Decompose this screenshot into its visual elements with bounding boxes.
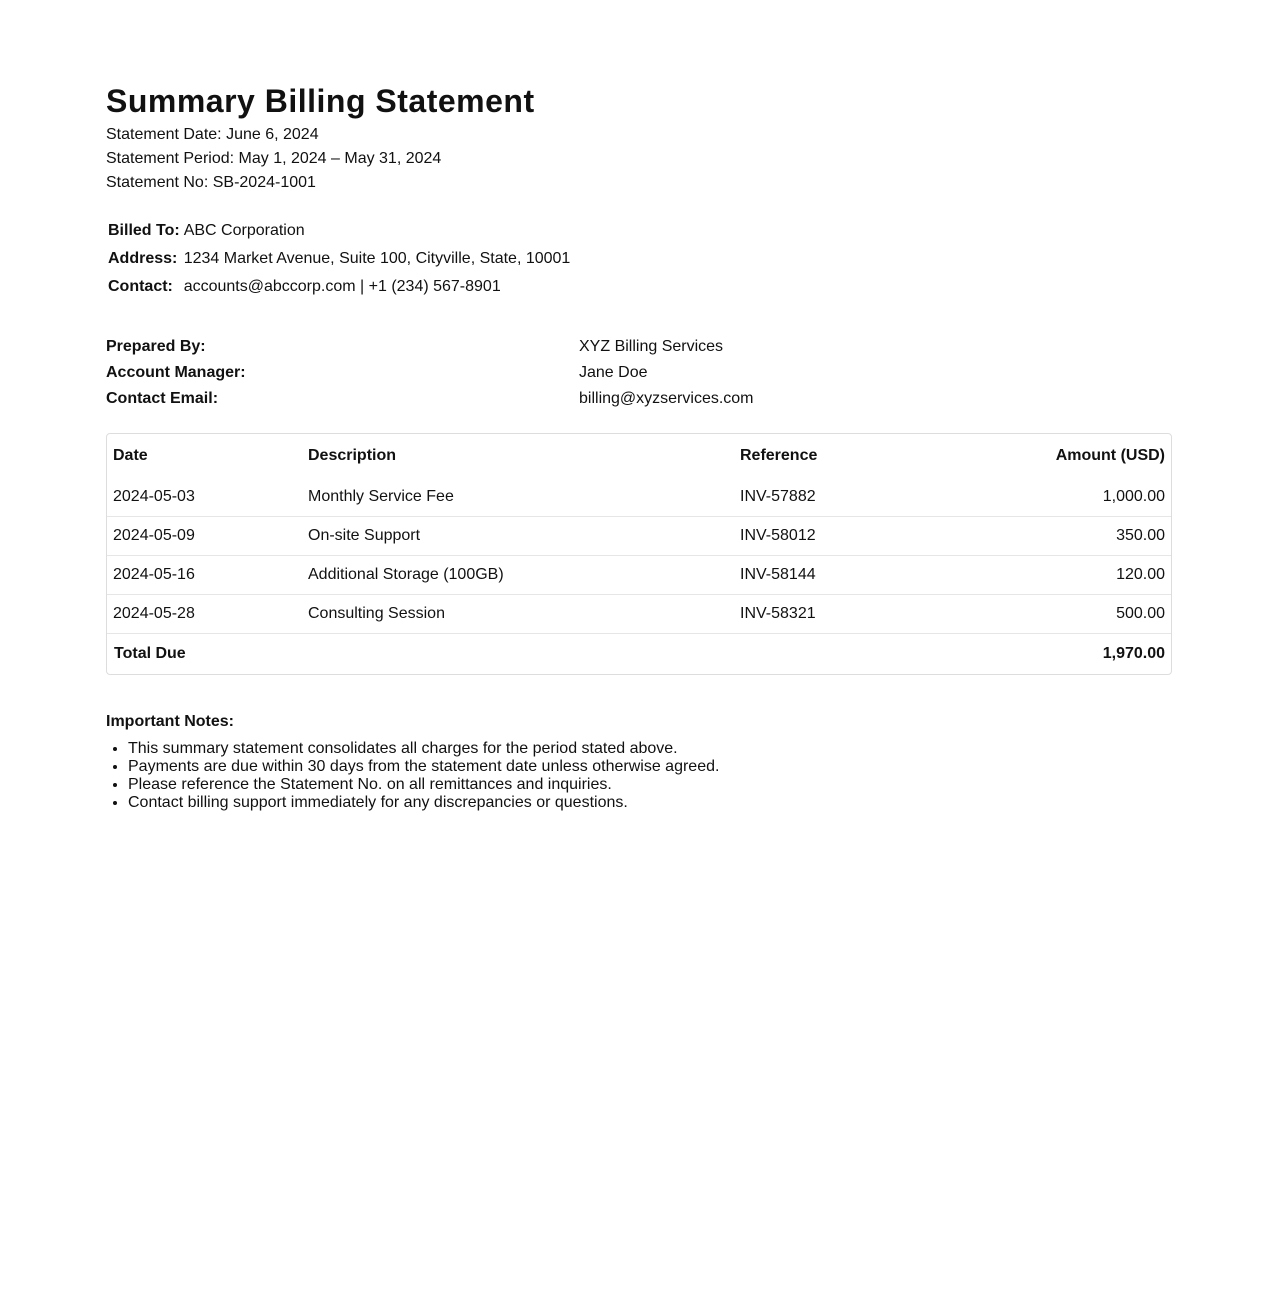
row-amount: 350.00 xyxy=(1116,527,1165,544)
row-amount: 120.00 xyxy=(1116,566,1165,583)
row-reference: INV-57882 xyxy=(740,488,816,505)
statement-number: Statement No: SB-2024-1001 xyxy=(106,174,316,191)
list-item: • Payments are due within 30 days from the statement date unless otherwise agreed. xyxy=(128,758,719,776)
prepared-by-block xyxy=(106,334,1172,412)
row-amount: 1,000.00 xyxy=(1102,488,1165,505)
statement-meta xyxy=(106,123,441,195)
billed-to-label: Billed To: xyxy=(108,222,180,239)
page-title: Summary Billing Statement xyxy=(106,83,535,119)
statement-period: Statement Period: May 1, 2024 – May 31, 2024 xyxy=(106,150,442,167)
address-label: Address: xyxy=(108,250,178,267)
account-manager-value: Jane Doe xyxy=(579,364,648,381)
contact-email-value: billing@xyzservices.com xyxy=(579,390,754,407)
contact-label: Contact: xyxy=(108,278,173,295)
row-description: Additional Storage (100GB) xyxy=(308,566,504,583)
row-date: 2024-05-16 xyxy=(113,566,195,583)
prepared-by-label: Prepared By: xyxy=(106,338,206,355)
prepared-by-value: XYZ Billing Services xyxy=(579,338,724,355)
row-date: 2024-05-28 xyxy=(113,605,195,622)
billed-to-block xyxy=(108,217,570,301)
notes-heading: Important Notes: xyxy=(106,713,234,730)
header-amount: Amount (USD) xyxy=(1055,447,1165,464)
row-date: 2024-05-09 xyxy=(113,527,195,544)
row-description: On-site Support xyxy=(308,527,421,544)
total-spacer xyxy=(302,634,734,675)
account-manager-row xyxy=(106,360,1172,386)
notes-list xyxy=(106,740,719,812)
prepared-by-row xyxy=(106,334,1172,360)
row-reference: INV-58012 xyxy=(740,527,816,544)
total-label: Total Due xyxy=(114,645,186,662)
table-row xyxy=(107,517,1171,556)
address-value: 1234 Market Avenue, Suite 100, Cityville, State, 10001 xyxy=(183,250,571,267)
table-row xyxy=(107,595,1171,634)
account-manager-label: Account Manager: xyxy=(106,364,246,381)
address-row xyxy=(108,245,570,273)
row-description: Monthly Service Fee xyxy=(308,488,454,505)
important-notes xyxy=(106,710,719,812)
statement-date: Statement Date: June 6, 2024 xyxy=(106,126,319,143)
list-item: • This summary statement consolidates all charges for the period stated above. xyxy=(128,740,719,758)
billed-to-name: ABC Corporation xyxy=(183,222,305,239)
total-amount: 1,970.00 xyxy=(1102,645,1165,662)
row-amount: 500.00 xyxy=(1116,605,1165,622)
row-reference: INV-58321 xyxy=(740,605,816,622)
contact-email-row xyxy=(106,386,1172,412)
contact-email-label: Contact Email: xyxy=(106,390,219,407)
billed-to-row xyxy=(108,217,570,245)
header-description: Description xyxy=(308,447,397,464)
header-date: Date xyxy=(113,447,148,464)
contact-value: accounts@abccorp.com | +1 (234) 567-8901 xyxy=(183,278,501,295)
row-reference: INV-58144 xyxy=(740,566,816,583)
list-item: • Contact billing support immediately for any discrepancies or questions. xyxy=(128,794,719,812)
charges-table xyxy=(107,434,1171,674)
header-reference: Reference xyxy=(740,447,818,464)
row-date: 2024-05-03 xyxy=(113,488,195,505)
table-row xyxy=(107,478,1171,517)
table-row xyxy=(107,556,1171,595)
list-item: • Please reference the Statement No. on all remittances and inquiries. xyxy=(128,776,719,794)
row-description: Consulting Session xyxy=(308,605,445,622)
contact-row xyxy=(108,273,570,301)
total-spacer xyxy=(734,634,986,675)
total-row xyxy=(107,634,1171,675)
charges-table-container xyxy=(106,433,1172,675)
table-header-row xyxy=(107,434,1171,478)
